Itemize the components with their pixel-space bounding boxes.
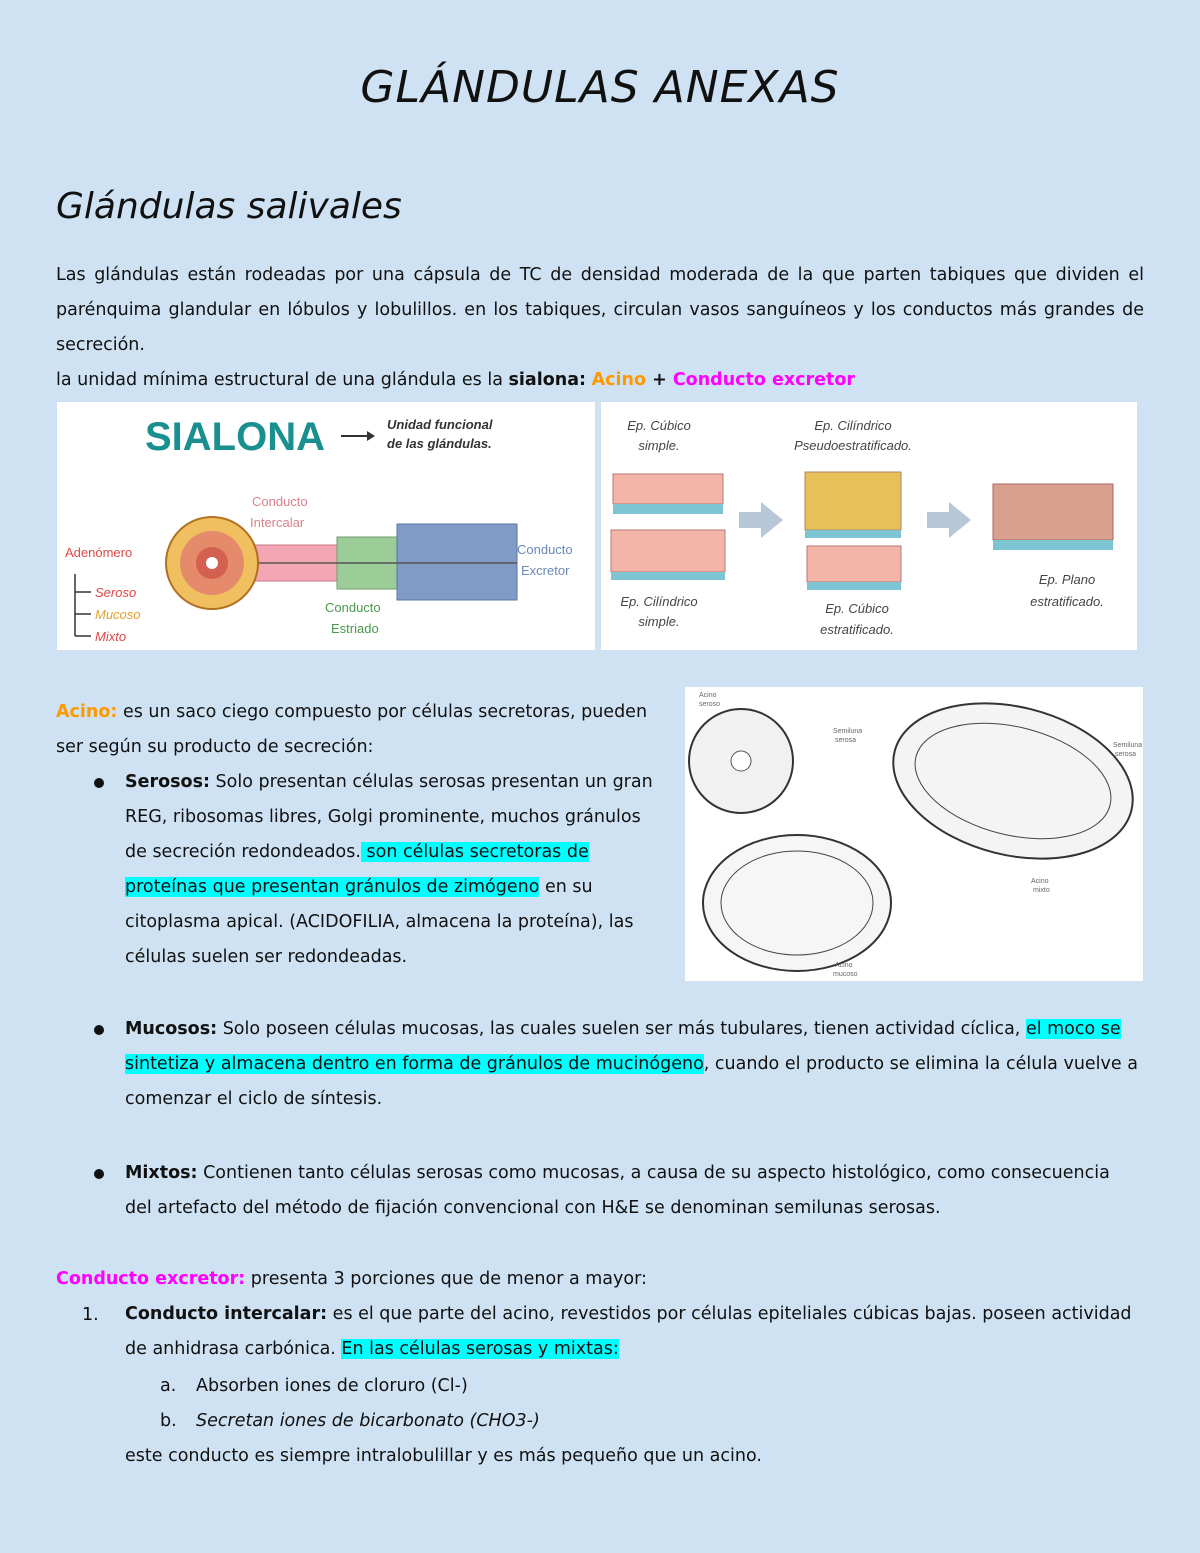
label-semiluna-1: Semiluna [833,728,863,735]
serosos-l4b: en su [539,877,593,897]
label-acino-seroso-2: seroso [699,701,721,708]
acino-term: Acino [591,370,646,390]
epithelium-figure [601,402,1137,650]
mixtos-paragraph [125,1156,1143,1226]
sub-a-letter: a. [160,1376,177,1396]
mucosos-l2a: sintetiza y almacena dentro en forma de gránulos de mucinógeno [125,1054,704,1074]
sialona-subtitle-2: de las glándulas. [387,436,492,451]
conducto-rest: presenta 3 porciones que de menor a mayor: [245,1269,647,1289]
label-mucoso: Mucoso [95,607,141,622]
epithelium-diagram [601,402,1137,650]
label-intercalar-2: Intercalar [250,515,305,530]
sub-b-text: Secretan iones de bicarbonato (CHO3-) [196,1411,540,1431]
serosos-label: Serosos: [125,772,210,792]
item1-l2a: de anhidrasa carbónica. [125,1339,342,1359]
label-excretor-2: Excretor [521,563,570,578]
intro-paragraph [56,258,1144,398]
label-semiluna-r-1: Semiluna [1113,742,1143,749]
label-estriado-2: Estriado [331,621,379,636]
label-semiluna-r-2: serosa [1115,751,1137,758]
item1-number: 1. [82,1305,99,1325]
label-seroso: Seroso [95,585,137,600]
sub-a-text: Absorben iones de cloruro (Cl-) [196,1376,468,1396]
label-semiluna-2: serosa [835,737,857,744]
acino-line2: ser según su producto de secreción: [56,737,374,757]
sialona-figure [57,402,595,650]
bullet-mixtos [94,1169,104,1179]
item1-label: Conducto intercalar: [125,1304,328,1324]
label-plano-estrat-1: Ep. Plano [1038,572,1096,587]
label-adenomero: Adenómero [65,545,133,560]
mixtos-l2: del artefacto del método de fijación convencional con H&E se denominan semilunas serosas. [125,1198,941,1218]
label-acino-mucoso-1: Acino [835,962,853,969]
label-cub-estrat-1: Ep. Cúbico [825,601,889,616]
serosos-l2: REG, ribosomas libres, Golgi prominente, muchos gránulos [125,807,641,827]
item1-l2b: En las células serosas y mixtas: [341,1339,619,1359]
label-cil-simple-2: simple. [638,614,680,629]
label-estriado-1: Conducto [325,600,381,615]
plus-sign: + [645,370,673,390]
mucosos-l1a: Solo poseen células mucosas, las cuales suelen ser más tubulares, tienen actividad cíclica, [217,1019,1026,1039]
serosos-l1: Solo presentan células serosas presentan un gran [209,772,653,792]
label-excretor-1: Conducto [517,542,573,557]
label-cil-simple-1: Ep. Cilíndrico [620,594,698,609]
mucosos-l3: comenzar el ciclo de síntesis. [125,1089,383,1109]
conducto-closing: este conducto es siempre intralobulillar y es más pequeño que un acino. [125,1446,762,1466]
sialona-title: SIALONA [145,415,325,459]
item1-l1: es el que parte del acino, revestidos por células epiteliales cúbicas bajas. poseen actividad [327,1304,1132,1324]
sialona-subtitle-1: Unidad funcional [387,417,493,432]
mucosos-paragraph [125,1012,1143,1117]
serosos-l3a: de secreción redondeados. [125,842,361,862]
section-heading: Glándulas salivales [56,186,402,227]
mucosos-label: Mucosos: [125,1019,218,1039]
sialona-diagram [57,402,595,650]
label-cil-pseudo-1: Ep. Cilíndrico [814,418,892,433]
label-acino-mucoso-2: mucoso [833,971,858,978]
acino-line1: es un saco ciego compuesto por células secretoras, pueden [117,702,648,722]
mixtos-label: Mixtos: [125,1163,198,1183]
label-cil-pseudo-2: Pseudoestratificado. [794,438,912,453]
label-mixto: Mixto [95,629,127,644]
sub-b-letter: b. [160,1411,177,1431]
conducto-label: Conducto excretor: [56,1269,246,1289]
label-cubico-simple-2: simple. [638,438,680,453]
label-acino-mixto-1: Acino [1031,878,1049,885]
acino-label: Acino: [56,702,118,722]
intro-line2-prefix: la unidad mínima estructural de una glándula es la [56,370,509,390]
intro-text: Las glándulas están rodeadas por una cápsula de TC de densidad moderada de la que parten tabiques que dividen el parénquima glandular en lóbulos y lobulillos. en los tabiques, circulan vasos sanguíneos y los conductos más grandes de secreción. [56,265,1144,355]
serosos-l6: células suelen ser redondeadas. [125,947,408,967]
bullet-serosos [94,778,104,788]
sialona-term: sialona: [508,370,586,390]
page-title: GLÁNDULAS ANEXAS [360,62,840,113]
mucosos-l1b: el moco se [1025,1019,1121,1039]
mixtos-l1: Contienen tanto células serosas como mucosas, a causa de su aspecto histológico, como consecuencia [197,1163,1110,1183]
conducto-paragraph [56,1262,1144,1297]
acinos-figure [685,687,1143,981]
mucosos-l2b: , cuando el producto se elimina la célula vuelve a [703,1054,1138,1074]
label-intercalar-1: Conducto [252,494,308,509]
label-cub-estrat-2: estratificado. [820,622,894,637]
conducto-excretor-term: Conducto excretor [672,370,856,390]
label-acino-mixto-2: mixto [1033,887,1050,894]
acinos-diagram [685,687,1143,981]
serosos-paragraph [125,765,665,975]
label-plano-estrat-2: estratificado. [1030,594,1104,609]
serosos-l5: citoplasma apical. (ACIDOFILIA, almacena la proteína), las [125,912,634,932]
acino-paragraph [56,695,668,765]
serosos-l3b: son células secretoras de [360,842,589,862]
bullet-mucosos [94,1025,104,1035]
serosos-l4a: proteínas que presentan gránulos de zimógeno [125,877,540,897]
item1-paragraph [125,1297,1143,1367]
label-cubico-simple-1: Ep. Cúbico [627,418,691,433]
label-acino-seroso-1: Acino [699,692,717,699]
